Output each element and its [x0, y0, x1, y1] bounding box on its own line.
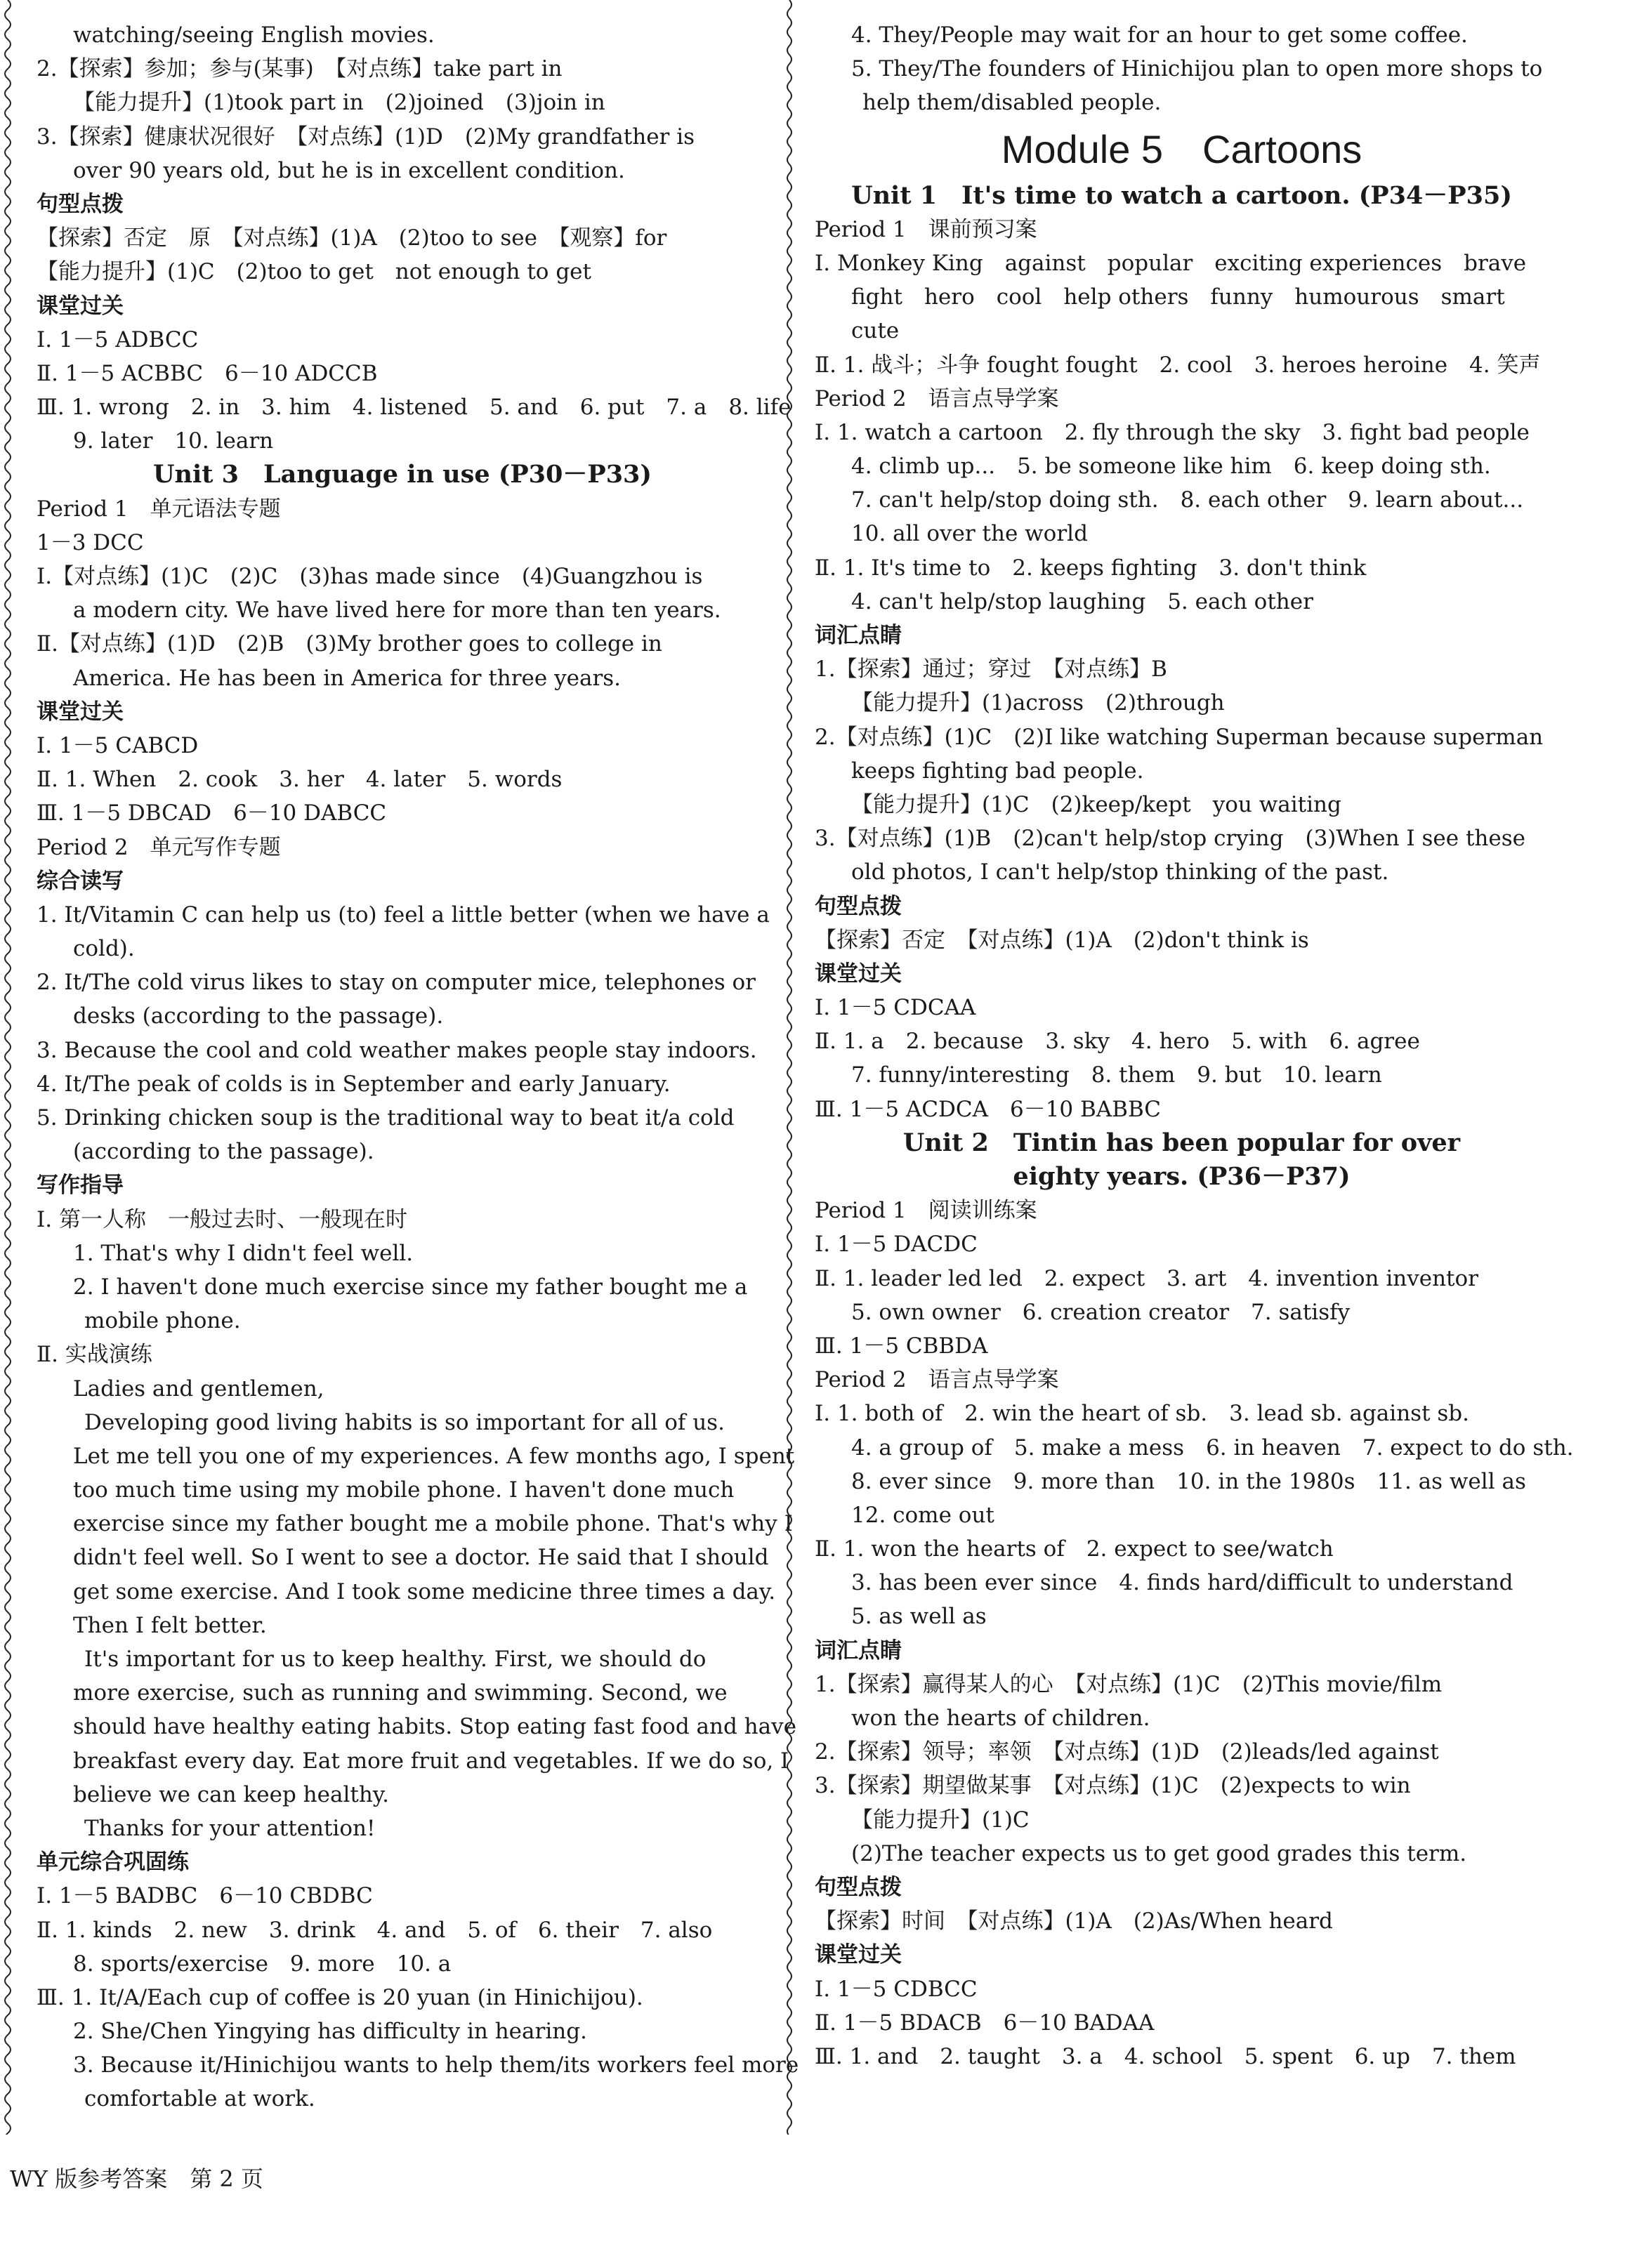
answer-line: Ⅱ. 1－5 BDACB 6－10 BADAA [815, 2010, 1155, 2036]
section-heading: 词汇点睛 [815, 623, 902, 648]
answer-line: 9. later 10. learn [73, 428, 274, 454]
answer-line: mobile phone. [84, 1308, 241, 1334]
answer-line: cute [851, 318, 900, 344]
section-heading: 句型点拨 [815, 893, 902, 919]
answer-line: Ⅲ. 1－5 ACDCA 6－10 BABBC [815, 1096, 1162, 1122]
answer-line: Ⅱ. 1. It's time to 2. keeps fighting 3. don't think [815, 555, 1367, 581]
answer-line: 3.【对点练】(1)B (2)can't help/stop crying (3)When I see these [815, 826, 1525, 852]
answer-line: Ⅰ. 1－5 CDCAA [815, 995, 976, 1021]
answer-line: Ⅱ. 1. kinds 2. new 3. drink 4. and 5. of 6. their 7. also [37, 1917, 713, 1943]
answer-line: over 90 years old, but he is in excellent condition. [73, 157, 625, 183]
answer-line: Ⅰ. 1. both of 2. win the heart of sb. 3. lead sb. against sb. [815, 1401, 1469, 1427]
unit-heading: Unit 1 It's time to watch a cartoon. (P34－P35) [851, 180, 1512, 210]
answer-line: too much time using my mobile phone. I haven't done much [73, 1477, 735, 1503]
answer-line: Ⅱ. 1. leader led led 2. expect 3. art 4. invention inventor [815, 1265, 1478, 1291]
page-footer: WY 版参考答案 第 2 页 [10, 2165, 263, 2192]
answer-line: (2)The teacher expects us to get good grades this term. [851, 1840, 1467, 1866]
left-margin-wavy-line [0, 0, 15, 2135]
answer-line: Ⅰ. Monkey King against popular exciting experiences brave [815, 250, 1527, 276]
answer-line: 4. climb up... 5. be someone like him 6. keep doing sth. [851, 454, 1491, 480]
answer-line: 4. They/People may wait for an hour to get some coffee. [851, 22, 1468, 48]
answer-line: Ⅰ.【对点练】(1)C (2)C (3)has made since (4)Guangzhou is [37, 564, 703, 589]
answer-line: Ⅱ. 1. When 2. cook 3. her 4. later 5. words [37, 767, 563, 793]
answer-line: Ⅱ. 1. 战斗；斗争 fought fought 2. cool 3. heroes heroine 4. 笑声 [815, 352, 1541, 378]
answer-line: Ⅲ. 1－5 CBBDA [815, 1333, 988, 1359]
section-heading: 句型点拨 [815, 1874, 902, 1900]
answer-line: 5. They/The founders of Hinichijou plan to open more shops to [851, 56, 1543, 82]
answer-line: 5. own owner 6. creation creator 7. satisfy [851, 1299, 1351, 1325]
answer-line: Ⅱ. 1－5 ACBBC 6－10 ADCCB [37, 360, 378, 386]
answer-line: 12. come out [851, 1502, 994, 1528]
unit-heading: Module 5 Cartoons [1001, 126, 1362, 171]
unit-heading: Unit 3 Language in use (P30－P33) [153, 460, 652, 489]
column-divider-wavy-line [784, 0, 794, 2135]
answer-line: 8. sports/exercise 9. more 10. a [73, 1951, 452, 1977]
answer-line: Ⅰ. 1－5 ADBCC [37, 327, 199, 352]
answer-line: comfortable at work. [84, 2086, 315, 2112]
answer-line: Ⅲ. 1－5 DBCAD 6－10 DABCC [37, 800, 387, 826]
answer-line: Ⅱ. 1. a 2. because 3. sky 4. hero 5. with 6. agree [815, 1029, 1420, 1055]
answer-line: 4. It/The peak of colds is in September and early January. [37, 1071, 671, 1097]
answer-line: get some exercise. And I took some medicine three times a day. [73, 1578, 776, 1604]
answer-line: should have healthy eating habits. Stop eating fast food and have [73, 1714, 796, 1740]
answer-line: 【能力提升】(1)C [851, 1807, 1030, 1833]
answer-line: Let me tell you one of my experiences. A few months ago, I spent [73, 1443, 795, 1469]
answer-line: 7. can't help/stop doing sth. 8. each other 9. learn about... [851, 487, 1524, 513]
answer-line: 1.【探索】赢得某人的心 【对点练】(1)C (2)This movie/film [815, 1671, 1443, 1697]
answer-line: Developing good living habits is so important for all of us. [84, 1409, 725, 1435]
answer-line: a modern city. We have lived here for more than ten years. [73, 598, 721, 624]
right-answer-column [815, 18, 1574, 2073]
answer-line: 【能力提升】(1)C (2)too to get not enough to get [37, 259, 591, 285]
answer-line: 10. all over the world [851, 521, 1088, 547]
answer-line: 7. funny/interesting 8. them 9. but 10. learn [851, 1062, 1382, 1088]
answer-line: 2. She/Chen Yingying has difficulty in hearing. [73, 2019, 587, 2045]
answer-line: 4. can't help/stop laughing 5. each other [851, 588, 1313, 614]
answer-line: more exercise, such as running and swimming. Second, we [73, 1680, 728, 1706]
answer-line: 1.【探索】通过；穿过 【对点练】B [815, 657, 1167, 683]
answer-line: Period 1 单元语法专题 [37, 496, 281, 522]
answer-line: 1－3 DCC [37, 529, 144, 555]
answer-line: cold). [73, 936, 135, 962]
section-heading: 课堂过关 [815, 961, 902, 987]
answer-line: Ⅰ. 1. watch a cartoon 2. fly through the sky 3. fight bad people [815, 419, 1530, 445]
answer-line: old photos, I can't help/stop thinking of the past. [851, 859, 1389, 885]
answer-line: 【探索】时间 【对点练】(1)A (2)As/When heard [815, 1908, 1333, 1934]
answer-line: fight hero cool help others funny humourous smart [851, 284, 1505, 310]
answer-line: Period 2 语言点导学案 [815, 1367, 1059, 1393]
answer-line: Ⅲ. 1. It/A/Each cup of coffee is 20 yuan (in Hinichijou). [37, 1984, 643, 2010]
answer-line: watching/seeing English movies. [73, 22, 435, 48]
answer-line: 【探索】否定 【对点练】(1)A (2)don't think is [815, 927, 1309, 953]
section-heading: 句型点拨 [37, 191, 124, 217]
answer-line: 8. ever since 9. more than 10. in the 1980s 11. as well as [851, 1468, 1526, 1494]
left-answer-column [37, 18, 799, 2116]
answer-line: won the hearts of children. [851, 1706, 1150, 1731]
section-heading: 单元综合巩固练 [37, 1850, 189, 1875]
answer-line: didn't feel well. So I went to see a doctor. He said that I should [73, 1545, 769, 1571]
answer-line: 【探索】否定 原 【对点练】(1)A (2)too to see 【观察】for [37, 225, 667, 251]
answer-line: 【能力提升】(1)took part in (2)joined (3)join in [73, 90, 605, 116]
answer-line: Thanks for your attention! [84, 1815, 376, 1841]
answer-line: Ladies and gentlemen, [73, 1376, 324, 1402]
answer-line: Ⅱ. 实战演练 [37, 1342, 152, 1368]
answer-line: 3.【探索】健康状况很好 【对点练】(1)D (2)My grandfather is [37, 124, 695, 150]
answer-line: Ⅲ. 1. and 2. taught 3. a 4. school 5. spent 6. up 7. them [815, 2043, 1516, 2069]
section-heading: 写作指导 [37, 1173, 124, 1199]
answer-line: 3. Because it/Hinichijou wants to help them/its workers feel more [73, 2052, 799, 2078]
answer-line: Ⅰ. 1－5 CDBCC [815, 1976, 978, 2002]
answer-line: 3.【探索】期望做某事 【对点练】(1)C (2)expects to win [815, 1773, 1411, 1799]
answer-line: Then I felt better. [73, 1612, 267, 1638]
answer-line: help them/disabled people. [862, 90, 1162, 116]
answer-line: Ⅱ.【对点练】(1)D (2)B (3)My brother goes to college in [37, 631, 662, 657]
answer-line: Ⅰ. 1－5 BADBC 6－10 CBDBC [37, 1883, 373, 1909]
answer-line: Ⅱ. 1. won the hearts of 2. expect to see/watch [815, 1536, 1334, 1562]
answer-line: believe we can keep healthy. [73, 1781, 390, 1807]
section-heading: 课堂过关 [815, 1942, 902, 1968]
answer-line: (according to the passage). [73, 1139, 374, 1165]
answer-line: Ⅰ. 第一人称 一般过去时、一般现在时 [37, 1206, 407, 1232]
answer-line: 3. Because the cool and cold weather makes people stay indoors. [37, 1037, 757, 1063]
answer-line: Ⅰ. 1－5 CABCD [37, 732, 199, 758]
section-heading: 课堂过关 [37, 293, 124, 319]
answer-line: 2.【探索】参加；参与(某事) 【对点练】take part in [37, 56, 563, 82]
answer-line: 5. as well as [851, 1604, 987, 1630]
answer-line: 2. I haven't done much exercise since my father bought me a [73, 1274, 748, 1300]
answer-line: 【能力提升】(1)across (2)through [851, 690, 1225, 716]
answer-line: It's important for us to keep healthy. First, we should do [84, 1647, 707, 1672]
answer-line: Ⅰ. 1－5 DACDC [815, 1232, 978, 1258]
section-heading: 词汇点睛 [815, 1637, 902, 1663]
answer-line: 【能力提升】(1)C (2)keep/kept you waiting [851, 791, 1341, 817]
answer-line: 4. a group of 5. make a mess 6. in heaven 7. expect to do sth. [851, 1435, 1574, 1461]
answer-line: 2.【对点练】(1)C (2)I like watching Superman because superman [815, 724, 1544, 750]
answer-line: breakfast every day. Eat more fruit and vegetables. If we do so, I [73, 1748, 789, 1774]
answer-line: keeps fighting bad people. [851, 758, 1144, 784]
answer-line: 1. That's why I didn't feel well. [73, 1240, 414, 1266]
section-heading: 综合读写 [37, 868, 124, 894]
unit-heading: Unit 2 Tintin has been popular for over [902, 1128, 1461, 1157]
unit-heading: eighty years. (P36－P37) [1013, 1162, 1351, 1191]
answer-line: 1. It/Vitamin C can help us (to) feel a little better (when we have a [37, 902, 770, 928]
answer-line: Period 2 语言点导学案 [815, 385, 1059, 411]
answer-line: 2.【探索】领导；率领 【对点练】(1)D (2)leads/led against [815, 1739, 1439, 1765]
answer-line: 2. It/The cold virus likes to stay on computer mice, telephones or [37, 970, 756, 996]
answer-line: Period 1 课前预习案 [815, 216, 1037, 242]
answer-line: 5. Drinking chicken soup is the traditional way to beat it/a cold [37, 1105, 735, 1130]
answer-line: exercise since my father bought me a mobile phone. That's why I [73, 1511, 793, 1537]
answer-line: Period 2 单元写作专题 [37, 834, 281, 860]
answer-line: 3. has been ever since 4. finds hard/difficult to understand [851, 1570, 1513, 1596]
section-heading: 课堂过关 [37, 699, 124, 725]
answer-line: desks (according to the passage). [73, 1003, 444, 1029]
answer-line: Period 1 阅读训练案 [815, 1198, 1037, 1224]
answer-line: Ⅲ. 1. wrong 2. in 3. him 4. listened 5. and 6. put 7. a 8. life [37, 395, 792, 421]
answer-line: America. He has been in America for three years. [73, 665, 622, 691]
